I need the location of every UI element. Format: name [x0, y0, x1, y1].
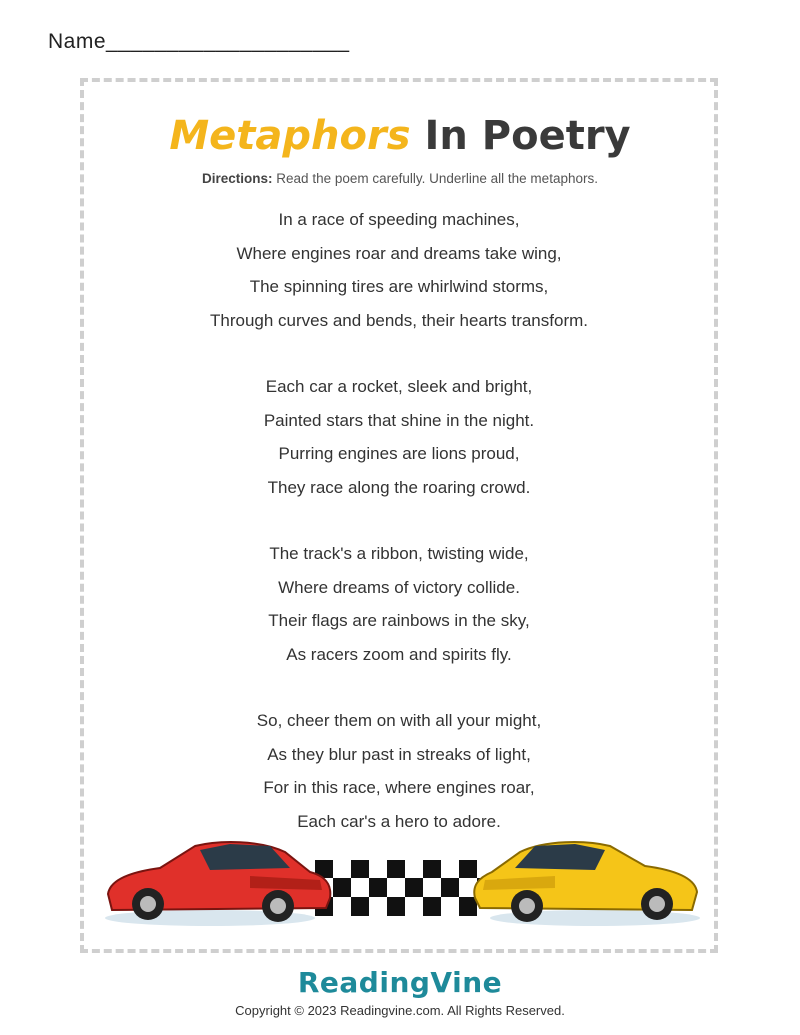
poem-line: The track's a ribbon, twisting wide,	[269, 544, 529, 563]
poem-line: So, cheer them on with all your might,	[256, 711, 542, 730]
poem-line: Through curves and bends, their hearts transform.	[210, 310, 588, 330]
poem-line: For in this race, where engines roar,	[263, 778, 535, 797]
page-title	[0, 113, 800, 159]
stanza-2	[80, 370, 718, 504]
poem-line: Each car a rocket, sleek and bright,	[265, 377, 533, 396]
checkered-flag-icon	[315, 860, 495, 916]
poem-line: Painted stars that shine in the night.	[263, 410, 535, 430]
title-in-poetry: In Poetry	[424, 113, 631, 159]
poem-line: Purring engines are lions proud,	[278, 444, 520, 463]
poem-line: Where dreams of victory collide.	[278, 577, 520, 597]
poem-line: They race along the roaring crowd.	[267, 477, 531, 497]
yellow-car-icon	[474, 842, 700, 926]
readingvine-logo: ReadingVine	[297, 966, 503, 999]
directions-text: Read the poem carefully. Underline all the metaphors.	[276, 171, 598, 186]
name-field-label: Name____________________	[48, 30, 350, 53]
red-car-icon	[105, 842, 330, 926]
stanza-4	[80, 704, 718, 838]
stanza-3	[80, 537, 718, 671]
directions-label: Directions:	[202, 171, 273, 186]
copyright-notice: Copyright © 2023 Readingvine.com. All Rights Reserved.	[235, 1003, 565, 1018]
stanza-1	[80, 203, 718, 337]
poem-line: Where engines roar and dreams take wing,	[236, 243, 562, 263]
title-metaphors: Metaphors	[169, 113, 411, 159]
poem-line: In a race of speeding machines,	[278, 210, 520, 229]
poem	[80, 203, 718, 871]
race-cars-illustration	[100, 832, 705, 932]
poem-line: Each car's a hero to adore.	[297, 811, 501, 831]
poem-line: As racers zoom and spirits fly.	[286, 644, 512, 664]
directions	[0, 171, 800, 186]
poem-line: As they blur past in streaks of light,	[267, 744, 531, 764]
poem-line: Their flags are rainbows in the sky,	[268, 611, 530, 630]
poem-line: The spinning tires are whirlwind storms,	[249, 277, 549, 296]
